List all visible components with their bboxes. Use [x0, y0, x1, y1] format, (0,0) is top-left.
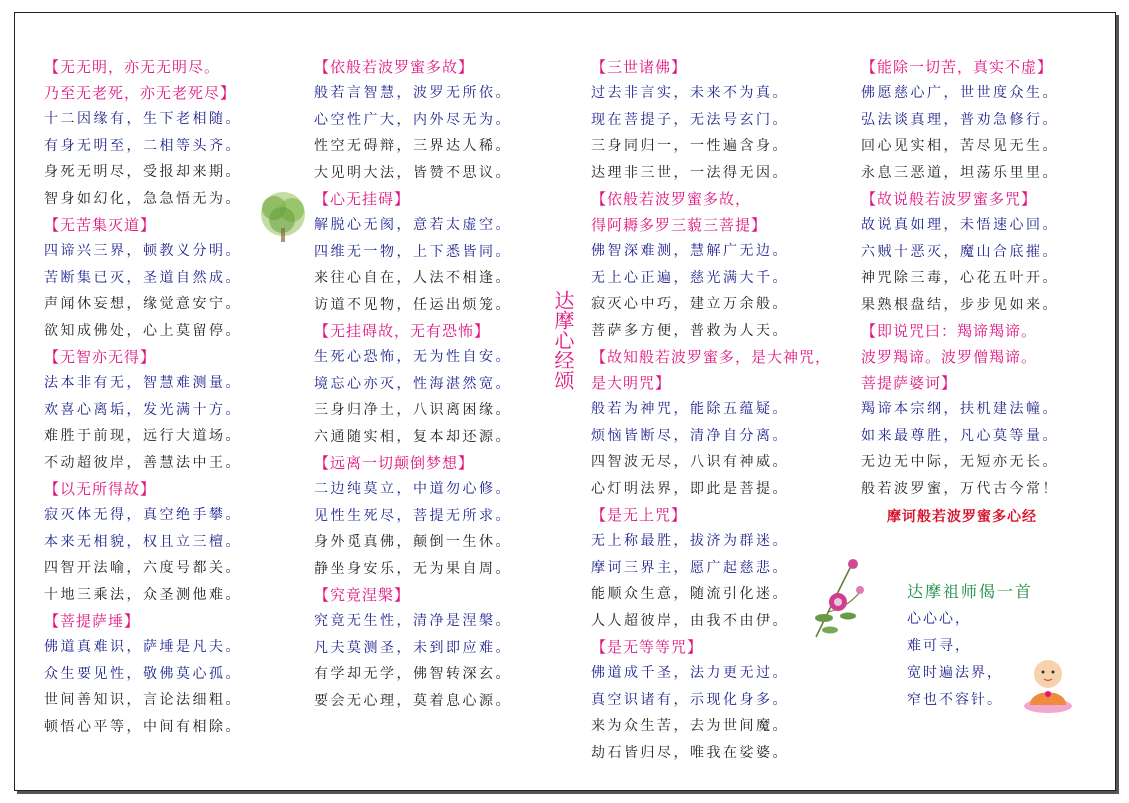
verse-line: 佛道真难识，萨埵是凡夫。	[44, 639, 242, 655]
section-heading: 【故知般若波罗蜜多，是大神咒，	[591, 348, 832, 366]
verse-line: 心灯明法界，即此是菩提。	[591, 480, 789, 497]
section-heading: 【无挂碍故，无有恐怖】	[314, 322, 491, 340]
verse-line: 欲知成佛处，心上莫留停。	[44, 322, 242, 339]
verse-line: 智身如幻化，急急悟无为。	[44, 190, 242, 207]
verse-line: 羯谛本宗纲，扶机建法幢。	[861, 401, 1059, 417]
verse-line: 欢喜心离垢，发光满十方。	[44, 401, 242, 418]
verse-line: 访道不见物，任运出烦笼。	[314, 296, 512, 313]
section-heading: 菩提萨婆诃】	[861, 374, 958, 392]
section-heading: 【能除一切苦，真实不虚】	[861, 58, 1054, 76]
verse-line: 摩诃三界主，愿广起慈悲。	[591, 559, 789, 576]
verse-line: 寂灭体无得，真空绝手攀。	[44, 507, 242, 523]
section-heading: 【远离一切颠倒梦想】	[314, 454, 475, 472]
verse-line: 十二因缘有，生下老相随。	[44, 111, 242, 127]
verse-line: 有学却无学，佛智转深玄。	[314, 666, 512, 682]
verse-line: 般若波罗蜜，万代古今常！	[861, 480, 1059, 497]
dharma-poem	[907, 578, 1033, 714]
verse-line: 难胜于前现，远行大道场。	[44, 428, 242, 444]
verse-line: 六贼十恶灭，魔山合底摧。	[861, 243, 1059, 260]
verse-line: 生死心恐怖，无为性自安。	[314, 349, 512, 365]
verse-line: 来为众生苦，去为世间魔。	[591, 718, 789, 734]
verse-line: 四智波无尽，八识有神威。	[591, 454, 789, 470]
verse-line: 四维无一物，上下悉皆同。	[314, 243, 512, 260]
verse-line: 现在菩提子，无法号玄门。	[591, 111, 789, 128]
verse-line: 众生要见性，敬佛莫心孤。	[44, 665, 242, 682]
verse-line: 烦恼皆断尽，清净自分离。	[591, 427, 789, 444]
verse-line: 能顺众生意，随流引化迷。	[591, 586, 789, 602]
sutra-title: 摩诃般若波罗蜜多心经	[887, 509, 1037, 525]
verse-line: 神咒除三毒，心花五叶开。	[861, 270, 1059, 286]
verse-line: 故说真如理，未悟速心回。	[861, 217, 1059, 233]
verse-line: 四智开法喻，六度号都关。	[44, 560, 242, 576]
verse-line: 凡夫莫测圣，未到即应难。	[314, 639, 512, 656]
section-heading: 得阿耨多罗三藐三菩提】	[591, 216, 768, 234]
verse-line: 不动超彼岸，善慧法中王。	[44, 454, 242, 471]
column-3	[591, 54, 841, 766]
verse-line: 大见明大法，皆赞不思议。	[314, 164, 512, 181]
section-heading: 【无智亦无得】	[44, 348, 157, 366]
column-2	[314, 54, 564, 714]
verse-line: 苦断集已灭，圣道自然成。	[44, 269, 242, 286]
verse-line: 般若为神咒，能除五蕴疑。	[591, 401, 789, 417]
section-heading: 波罗羯谛。波罗僧羯谛。	[861, 348, 1038, 366]
verse-line: 见性生死尽，菩提无所求。	[314, 507, 512, 524]
verse-line: 要会无心理，莫着息心源。	[314, 692, 512, 709]
poem-line: 窄也不容针。	[907, 692, 1003, 708]
section-heading: 是大明咒】	[591, 374, 672, 392]
verse-line: 人人超彼岸，由我不由伊。	[591, 612, 789, 629]
verse-line: 三身同归一，一性遍含身。	[591, 138, 789, 154]
poem-line: 心心心，	[907, 611, 971, 627]
verse-line: 三身归净土，八识离困缘。	[314, 402, 512, 418]
verse-line: 六通随实相，复本却还源。	[314, 428, 512, 445]
section-heading: 【是无等等咒】	[591, 638, 704, 656]
verse-line: 过去非言实，未来不为真。	[591, 85, 789, 101]
section-heading: 【以无所得故】	[44, 480, 157, 498]
section-heading: 【究竟涅槃】	[314, 586, 411, 604]
verse-line: 无边无中际，无短亦无长。	[861, 454, 1059, 470]
verse-line: 佛智深难测，慧解广无边。	[591, 243, 789, 259]
verse-line: 无上称最胜，拔济为群迷。	[591, 533, 789, 549]
section-heading: 【依般若波罗蜜多故，	[591, 190, 752, 208]
verse-line: 有身无明至，二相等头齐。	[44, 137, 242, 154]
section-heading: 【无无明，亦无无明尽。	[44, 58, 221, 76]
poem-title: 达摩祖师偈一首	[907, 582, 1034, 601]
verse-line: 佛愿慈心广，世世度众生。	[861, 85, 1059, 101]
verse-line: 解脱心无阂，意若太虚空。	[314, 217, 512, 233]
verse-line: 究竟无生性，清净是涅槃。	[314, 613, 512, 629]
verse-line: 本来无相貌，权且立三檀。	[44, 533, 242, 550]
verse-line: 达理非三世，一法得无因。	[591, 164, 789, 181]
verse-line: 菩萨多方便，普救为人天。	[591, 322, 789, 339]
section-heading: 【是无上咒】	[591, 506, 688, 524]
section-heading: 【心无挂碍】	[314, 190, 411, 208]
verse-line: 弘法谈真理，普劝急修行。	[861, 111, 1059, 128]
verse-line: 寂灭心中巧，建立万余般。	[591, 296, 789, 312]
poem-line: 难可寻，	[907, 638, 971, 654]
verse-line: 真空识诸有，示现化身多。	[591, 691, 789, 708]
poem-line: 宽时遍法界，	[907, 665, 1003, 681]
verse-line: 来往心自在，人法不相逢。	[314, 270, 512, 286]
verse-line: 身死无明尽，受报却来期。	[44, 164, 242, 180]
section-heading: 【菩提萨埵】	[44, 612, 141, 630]
monk-illustration	[1022, 650, 1074, 714]
verse-line: 四谛兴三界，顿教义分明。	[44, 243, 242, 259]
section-heading: 【故说般若波罗蜜多咒】	[861, 190, 1038, 208]
verse-line: 劫石皆归尽，唯我在娑婆。	[591, 744, 789, 761]
verse-line: 境忘心亦灭，性海湛然宽。	[314, 375, 512, 392]
verse-line: 二边纯莫立，中道勿心修。	[314, 481, 512, 497]
section-heading: 【依般若波罗蜜多故】	[314, 58, 475, 76]
verse-line: 性空无碍辩，三界达人稀。	[314, 138, 512, 154]
verse-line: 佛道成千圣，法力更无过。	[591, 665, 789, 681]
verse-line: 永息三恶道，坦荡乐里里。	[861, 164, 1059, 181]
section-heading: 【无苦集灭道】	[44, 216, 157, 234]
column-1	[44, 54, 294, 740]
section-heading: 乃至无老死，亦无老死尽】	[44, 84, 237, 102]
verse-line: 回心见实相，苦尽见无生。	[861, 138, 1059, 154]
verse-line: 般若言智慧，波罗无所依。	[314, 85, 512, 101]
verse-line: 身外觅真佛，颠倒一生休。	[314, 534, 512, 550]
section-heading: 【三世诸佛】	[591, 58, 688, 76]
verse-line: 果熟根盘结，步步见如来。	[861, 296, 1059, 313]
verse-line: 世间善知识，言论法细粗。	[44, 692, 242, 708]
verse-line: 声闻休妄想，缘觉意安宁。	[44, 296, 242, 312]
flower-decoration	[808, 552, 870, 642]
column-4	[861, 54, 1111, 532]
tree-decoration	[252, 188, 314, 244]
verse-line: 心空性广大，内外尽无为。	[314, 111, 512, 128]
verse-line: 无上心正遍，慈光满大千。	[591, 269, 789, 286]
verse-line: 如来最尊胜，凡心莫等量。	[861, 427, 1059, 444]
verse-line: 静坐身安乐，无为果自周。	[314, 560, 512, 577]
section-heading: 【即说咒曰：羯谛羯谛。	[861, 322, 1038, 340]
verse-line: 十地三乘法，众圣测他难。	[44, 586, 242, 603]
vertical-title: 达摩心经颂	[551, 290, 575, 390]
verse-line: 顿悟心平等，中间有相除。	[44, 718, 242, 735]
verse-line: 法本非有无，智慧难测量。	[44, 375, 242, 391]
